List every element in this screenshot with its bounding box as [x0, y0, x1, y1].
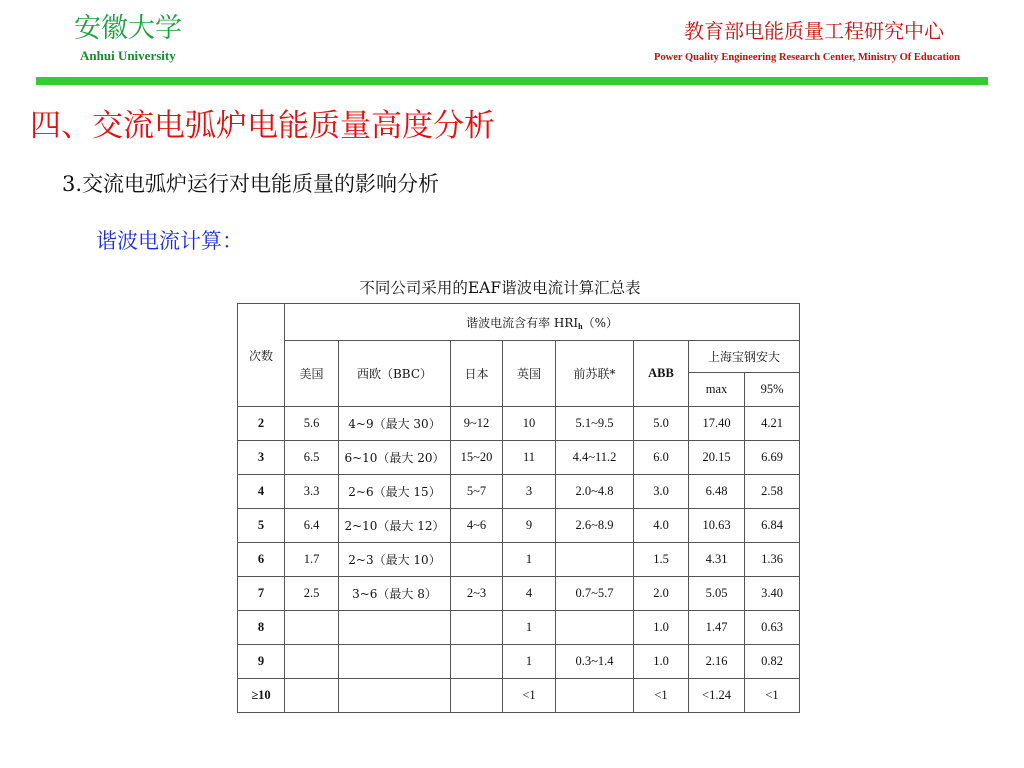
cell-p95: 1.36	[745, 543, 800, 577]
university-name-cn: 安徽大学	[74, 13, 182, 44]
cell-ussr: 2.0~4.8	[556, 475, 634, 509]
cell-us	[285, 679, 339, 713]
cell-max: 10.63	[689, 509, 745, 543]
subsection-title: 3.交流电弧炉运行对电能质量的影响分析	[62, 172, 440, 196]
cell-ussr: 5.1~9.5	[556, 407, 634, 441]
header-hri-suffix: （%）	[582, 315, 618, 330]
header-hri	[285, 304, 800, 341]
cell-abb: 1.0	[634, 645, 689, 679]
header-ussr: 前苏联*	[556, 341, 634, 407]
cell-us	[285, 645, 339, 679]
header-hri-sub: h	[578, 321, 583, 331]
cell-eu	[339, 611, 451, 645]
cell-us: 6.5	[285, 441, 339, 475]
cell-p95: 0.63	[745, 611, 800, 645]
cell-ussr: 0.3~1.4	[556, 645, 634, 679]
header-baosteel: 上海宝钢安大	[689, 341, 800, 373]
cell-jp	[451, 611, 503, 645]
table-header-row	[238, 341, 800, 373]
cell-us: 6.4	[285, 509, 339, 543]
cell-eu: 2~6（最大 15）	[339, 475, 451, 509]
cell-uk: 10	[503, 407, 556, 441]
header-uk: 英国	[503, 341, 556, 407]
research-center-name-cn: 教育部电能质量工程研究中心	[684, 19, 944, 43]
cell-abb: 5.0	[634, 407, 689, 441]
cell-ussr: 2.6~8.9	[556, 509, 634, 543]
cell-jp	[451, 679, 503, 713]
cell-abb: 4.0	[634, 509, 689, 543]
table-caption: 不同公司采用的EAF谐波电流计算汇总表	[359, 279, 641, 297]
cell-p95: 3.40	[745, 577, 800, 611]
subheading: 谐波电流计算：	[96, 229, 243, 253]
cell-eu	[339, 679, 451, 713]
cell-jp: 2~3	[451, 577, 503, 611]
cell-jp: 15~20	[451, 441, 503, 475]
header-abb: ABB	[634, 341, 689, 407]
cell-order: 4	[238, 475, 285, 509]
cell-order: 2	[238, 407, 285, 441]
cell-ussr	[556, 543, 634, 577]
cell-abb: 1.5	[634, 543, 689, 577]
cell-uk: 1	[503, 543, 556, 577]
cell-abb: 3.0	[634, 475, 689, 509]
cell-abb: <1	[634, 679, 689, 713]
cell-p95: 0.82	[745, 645, 800, 679]
cell-abb: 6.0	[634, 441, 689, 475]
cell-uk: 3	[503, 475, 556, 509]
cell-eu: 6~10（最大 20）	[339, 441, 451, 475]
cell-jp: 5~7	[451, 475, 503, 509]
research-center-name-en: Power Quality Engineering Research Center, Ministry Of Education	[653, 52, 960, 63]
cell-abb: 1.0	[634, 611, 689, 645]
header-95: 95%	[745, 373, 800, 407]
cell-p95: 2.58	[745, 475, 800, 509]
cell-eu: 3~6（最大 8）	[339, 577, 451, 611]
cell-p95: 6.69	[745, 441, 800, 475]
table-row	[238, 577, 800, 611]
cell-uk: 9	[503, 509, 556, 543]
table-row	[238, 509, 800, 543]
cell-order: ≥10	[238, 679, 285, 713]
cell-max: 4.31	[689, 543, 745, 577]
cell-us: 3.3	[285, 475, 339, 509]
cell-jp	[451, 645, 503, 679]
header-hri-prefix: 谐波电流含有率 HRI	[466, 315, 579, 330]
cell-uk: 1	[503, 645, 556, 679]
cell-p95: 4.21	[745, 407, 800, 441]
header-divider	[36, 77, 988, 85]
table-caption-wrapper	[0, 276, 1024, 298]
table-header-row	[238, 304, 800, 341]
cell-ussr	[556, 611, 634, 645]
cell-ussr	[556, 679, 634, 713]
cell-jp: 4~6	[451, 509, 503, 543]
cell-jp: 9~12	[451, 407, 503, 441]
cell-max: 6.48	[689, 475, 745, 509]
cell-us: 5.6	[285, 407, 339, 441]
cell-us: 1.7	[285, 543, 339, 577]
cell-uk: 1	[503, 611, 556, 645]
cell-order: 8	[238, 611, 285, 645]
cell-us	[285, 611, 339, 645]
cell-uk: 4	[503, 577, 556, 611]
cell-eu: 4~9（最大 30）	[339, 407, 451, 441]
cell-us: 2.5	[285, 577, 339, 611]
table-row	[238, 441, 800, 475]
cell-max: 2.16	[689, 645, 745, 679]
table-row	[238, 543, 800, 577]
header-order: 次数	[238, 304, 285, 407]
cell-max: 1.47	[689, 611, 745, 645]
cell-order: 7	[238, 577, 285, 611]
cell-abb: 2.0	[634, 577, 689, 611]
university-name-en: Anhui University	[80, 48, 176, 63]
header-us: 美国	[285, 341, 339, 407]
cell-max: <1.24	[689, 679, 745, 713]
cell-eu	[339, 645, 451, 679]
cell-eu: 2~10（最大 12）	[339, 509, 451, 543]
section-title: 四、交流电弧炉电能质量高度分析	[30, 108, 495, 144]
cell-eu: 2~3（最大 10）	[339, 543, 451, 577]
cell-uk: <1	[503, 679, 556, 713]
cell-jp	[451, 543, 503, 577]
cell-ussr: 4.4~11.2	[556, 441, 634, 475]
table-row	[238, 407, 800, 441]
cell-order: 5	[238, 509, 285, 543]
header-jp: 日本	[451, 341, 503, 407]
cell-ussr: 0.7~5.7	[556, 577, 634, 611]
cell-uk: 11	[503, 441, 556, 475]
cell-max: 5.05	[689, 577, 745, 611]
cell-max: 20.15	[689, 441, 745, 475]
header-eu: 西欧（BBC）	[339, 341, 451, 407]
cell-max: 17.40	[689, 407, 745, 441]
cell-order: 9	[238, 645, 285, 679]
table-row	[238, 611, 800, 645]
table-row	[238, 645, 800, 679]
cell-order: 6	[238, 543, 285, 577]
table-row	[238, 475, 800, 509]
harmonic-current-table	[237, 303, 800, 713]
cell-order: 3	[238, 441, 285, 475]
cell-p95: <1	[745, 679, 800, 713]
cell-p95: 6.84	[745, 509, 800, 543]
table-row	[238, 679, 800, 713]
header-max: max	[689, 373, 745, 407]
